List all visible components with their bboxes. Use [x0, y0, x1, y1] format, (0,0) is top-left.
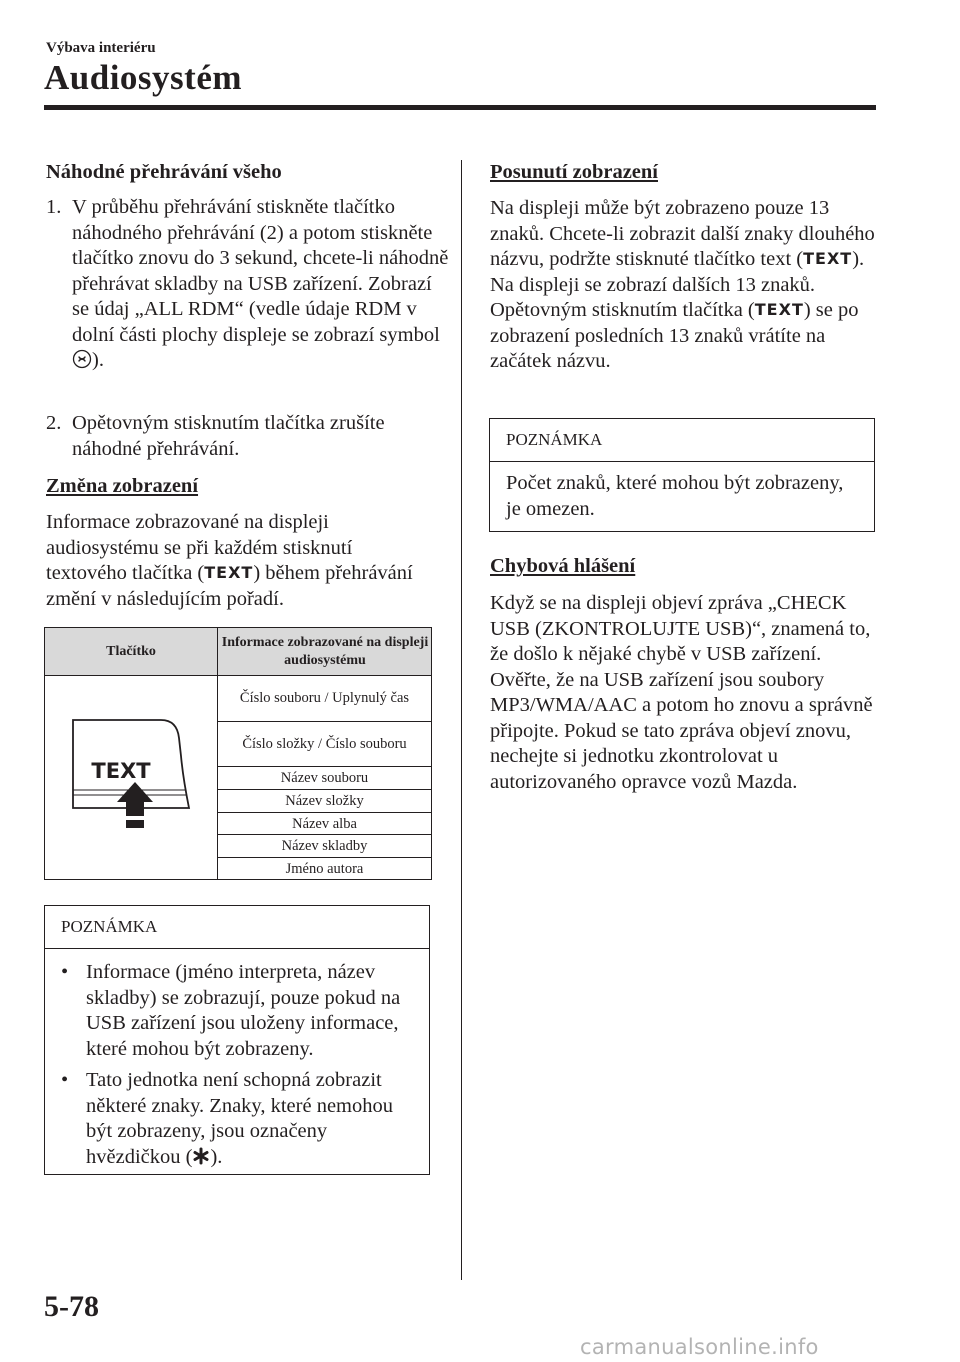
note-box-left — [44, 905, 430, 1175]
scroll-display-heading: Posunutí zobrazení — [490, 161, 658, 183]
display-order-table — [44, 627, 432, 880]
table-header — [45, 628, 431, 676]
paragraph-part: ) během přehrávání změní v následujícím pořadí. — [46, 562, 413, 610]
column-divider — [461, 160, 462, 1280]
page-number: 5-78 — [44, 1290, 99, 1323]
table-cell: Název složky — [218, 790, 431, 813]
bullet-icon: • — [61, 961, 69, 983]
step-number: 1. — [46, 196, 62, 218]
step-text — [72, 195, 452, 374]
random-play-heading: Náhodné přehrávání všeho — [46, 161, 282, 183]
text-button-icon: TEXT — [204, 563, 254, 582]
text-button-icon: TEXT — [803, 249, 853, 268]
paragraph-part: Na displeji může být zobrazeno pouze 13 znaků. Chcete-li zobrazit další znaky dlouhého názvu, podržte stisknuté tlačítko text ( — [490, 197, 875, 270]
error-messages-heading: Chybová hlášení — [490, 555, 636, 577]
bullet-text-part: ). — [210, 1145, 223, 1168]
note-heading: POZNÁMKA — [45, 906, 429, 949]
text-button-illustration — [65, 698, 205, 838]
bullet-text: Informace (jméno interpreta, název skladby) se zobrazují, pouze pokud na USB zařízení jsou uloženy informace, které mohou být zobrazeny. — [86, 961, 401, 1060]
table-cell: Název souboru — [218, 767, 431, 790]
asterisk-icon — [192, 1147, 210, 1165]
table-cell: Jméno autora — [285, 860, 364, 877]
watermark: carmanualsonline.info — [580, 1335, 819, 1359]
title-rule — [44, 105, 876, 110]
column-header-info: Informace zobrazované na displeji audiosystému — [217, 628, 432, 675]
note-heading: POZNÁMKA — [490, 419, 874, 462]
text-button-label: TEXT — [91, 759, 151, 783]
step-text: Opětovným stisknutím tlačítka zrušíte náhodné přehrávání. — [72, 412, 385, 460]
random-symbol-icon — [72, 349, 92, 369]
bullet-text-part: Tato jednotka není schopná zobrazit některé znaky. Znaky, které nemohou být zobrazeny, jsou označeny hvězdičkou ( — [86, 1069, 393, 1168]
table-cell: Název alba — [218, 813, 431, 835]
bullet-text — [86, 1068, 421, 1170]
error-messages-paragraph: Když se na displeji objeví zpráva „CHECK USB (ZKONTROLUJTE USB)“, znamená to, že došlo k nějaké chybě v USB zařízení. Ověřte, že na USB zařízení jsou soubory MP3/WMA/AAC a potom ho znovu a správně připojte. Pokud se tato zpráva objeví znovu, nechejte si jednotku zkontrolovat u autorizovaného opravce vozů Mazda. — [490, 592, 873, 793]
column-header-button: Tlačítko — [106, 643, 156, 659]
table-cell: Název skladby — [218, 835, 431, 858]
page-title: Audiosystém — [44, 58, 243, 97]
text-button-icon: TEXT — [754, 300, 804, 319]
paragraph-part: ). Na displeji se zobrazí dalších 13 znaků. Opětovným stisknutím tlačítka ( — [490, 248, 865, 321]
display-change-paragraph — [46, 510, 426, 612]
step-text-part: V průběhu přehrávání stiskněte tlačítko náhodného přehrávání (2) a potom stiskněte tlačítko znovu do 3 sekund, chcete-li náhodně přehrávat skladby na USB zařízení. Zobrazí se údaj „ALL RDM“ (vedle údaje RDM v dolní části plochy displeje se zobrazí symbol — [72, 196, 449, 346]
step-text-part: ). — [92, 349, 104, 371]
display-change-heading: Změna zobrazení — [46, 475, 199, 497]
step-number: 2. — [46, 412, 62, 434]
paragraph-part: Informace zobrazované na displeji audiosystému se při každém stisknutí textového tlačítka ( — [46, 511, 353, 584]
scroll-display-paragraph — [490, 196, 880, 375]
note-text: Počet znaků, které mohou být zobrazeny, je omezen. — [506, 472, 844, 520]
note-box-right — [489, 418, 875, 532]
table-cell: Číslo souboru / Uplynulý čas — [218, 675, 431, 722]
table-cell: Číslo složky / Číslo souboru — [218, 722, 431, 767]
section-label: Výbava interiéru — [46, 40, 156, 56]
bullet-icon: • — [61, 1069, 69, 1091]
paragraph-part: ) se po zobrazení posledních 13 znaků vrátíte na začátek názvu. — [490, 299, 859, 372]
